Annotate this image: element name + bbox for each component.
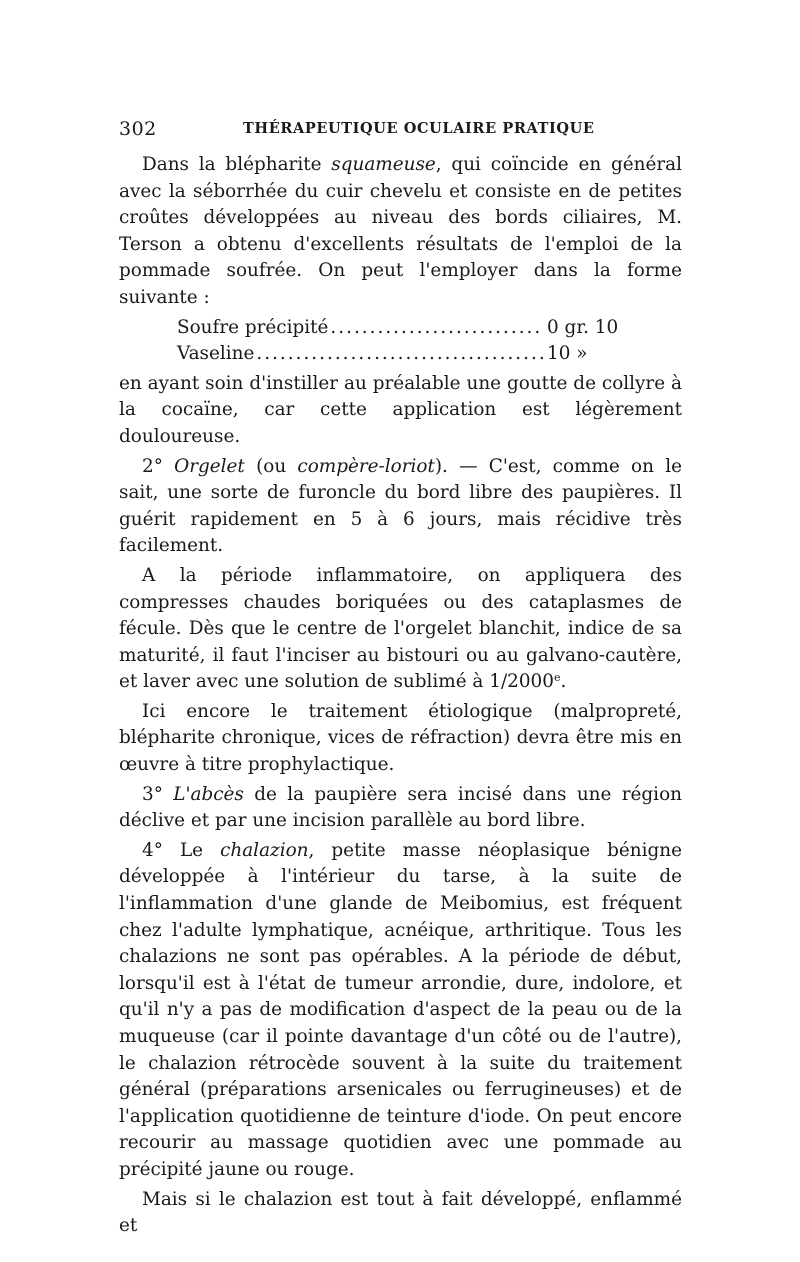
- recipe-formula: [177, 315, 647, 368]
- recipe-ingredient: Soufre précipité: [177, 316, 329, 338]
- text-span: (ou: [244, 455, 298, 477]
- recipe-quantity: 0 gr. 10: [547, 316, 619, 338]
- text-span: Dans la blépharite: [142, 154, 332, 175]
- superscript: e: [553, 671, 561, 685]
- page-header: [119, 110, 679, 140]
- italic-term: chalazion: [220, 839, 309, 861]
- page-number: 302: [119, 118, 157, 140]
- body-text: [119, 152, 682, 1243]
- paragraph-abces: [119, 782, 682, 835]
- italic-term: squameuse: [331, 154, 436, 175]
- recipe-line-vaseline: [177, 341, 647, 368]
- recipe-line-soufre: [177, 315, 647, 342]
- text-span: .: [560, 671, 567, 693]
- paragraph-chalazion: [119, 838, 682, 1184]
- recipe-quantity: 10 »: [547, 343, 588, 365]
- italic-term: compère-loriot: [297, 455, 435, 477]
- section-number: 3°: [142, 783, 174, 805]
- paragraph-etiologique: Ici encore le traitement étiologique (malpropreté, blépharite chronique, vices de réfraction) devra être mis en œuvre à titre prophylactique.: [119, 700, 682, 776]
- text-span: A la période inflammatoire, on appliquera des compresses chaudes boriquées ou des cataplasmes de fécule. Dès que le centre de l'orgelet blanchit, indice de sa maturité, il faut l'inciser au bistouri ou au galvano-cautère, et laver avec une solution de sublimé à 1/2000: [119, 564, 682, 693]
- running-head: THÉRAPEUTIQUE OCULAIRE PRATIQUE: [243, 120, 595, 137]
- text-span: Le: [179, 839, 221, 861]
- leader-dots: [330, 315, 543, 342]
- leader-dots: [256, 341, 543, 368]
- paragraph-blepharite: [119, 152, 682, 312]
- text-span: , qui coïncide en général avec la séborrhée du cuir chevelu et consiste en de petites croûtes développées au niveau des bords ciliaires, M. Terson a obtenu d'excellents résultats de l'emploi de la pommade soufrée. On peut l'employer dans la forme suivante :: [119, 154, 682, 308]
- text-span: ). — C'est, comme on le sait, une sorte de furoncle du bord libre des paupières. Il guérit rapidement en 5 à 6 jours, mais récidive très facilement.: [119, 455, 682, 557]
- text-span: , petite masse néoplasique bénigne développée à l'intérieur du tarse, à la suite de l'inflammation d'une glande de Meibomius, est fréquent chez l'adulte lymphatique, acnéique, arthritique. Tous les chalazions ne sont pas opérables. A la période de début, lorsqu'il est à l'état de tumeur arrondie, dure, indolore, et qu'il n'y a pas de modification d'aspect de la peau ou de la muqueuse (car il pointe davantage d'un côté ou de l'autre), le chalazion rétrocède souvent à la suite du traitement général (préparations arsenicales ou ferrugineuses) et de l'application quotidienne de teinture d'iode. On peut encore recourir au massage quotidien avec une pommade au précipité jaune ou rouge.: [119, 839, 682, 1180]
- section-number: 2°: [142, 455, 175, 477]
- text-span: de la paupière sera incisé dans une région déclive et par une incision parallèle au bord libre.: [119, 783, 682, 832]
- paragraph-inflammatoire: [119, 563, 682, 696]
- paragraph-orgelet: [119, 454, 682, 560]
- italic-term: Orgelet: [174, 455, 245, 477]
- italic-term: L'abcès: [173, 783, 244, 805]
- paragraph-chalazion-developpe: Mais si le chalazion est tout à fait développé, enflammé et: [119, 1188, 682, 1237]
- recipe-ingredient: Vaseline: [177, 343, 255, 365]
- paragraph-cocaine: en ayant soin d'instiller au préalable une goutte de collyre à la cocaïne, car cette application est légèrement douloureuse.: [119, 372, 682, 447]
- section-number: 4°: [142, 839, 180, 861]
